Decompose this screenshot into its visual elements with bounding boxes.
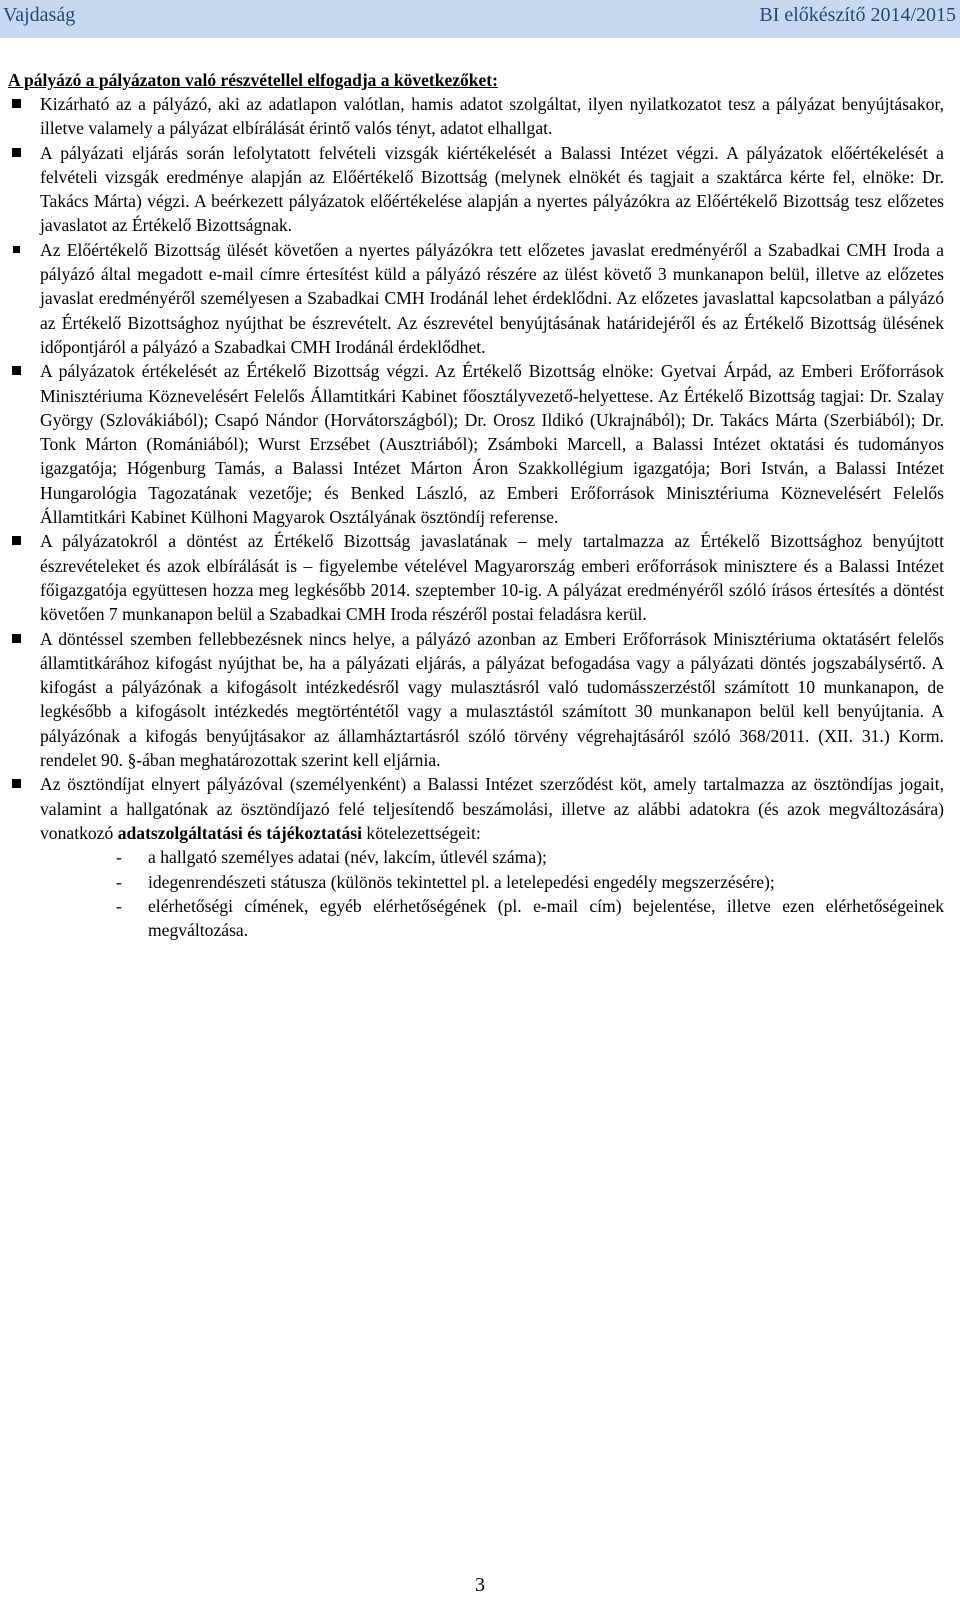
square-bullet-icon [12, 366, 21, 375]
list-item-text-after: kötelezettségeit: [362, 822, 481, 843]
header-program: BI előkészítő 2014/2015 [759, 4, 956, 26]
page-number: 3 [475, 1574, 485, 1596]
list-item [8, 141, 944, 238]
square-bullet-icon [13, 246, 20, 253]
list-item [8, 359, 944, 529]
list-item-text: A döntéssel szemben fellebbezésnek nincs helye, a pályázó azonban az Emberi Erőforrások Minisztériuma oktatásért felelős államtitkárához kifogást nyújthat be, ha a pályázati eljárás, a pályázat befogadása vagy a pályázati döntés jogszabálysértő. A kifogást a pályázónak a kifogásolt intézkedésről vagy mulasztásról való tudomásszerzéstől számított 10 munkanapon, de legkésőbb a kifogásolt intézkedés megtörténtétől vagy a mulasztástól számított 30 munkanapon belül kell benyújtania. A pályázónak a kifogás benyújtásakor az államháztartásról szóló törvény végrehajtásáról szóló 368/2011. (XII. 31.) Korm. rendelet 90. §-ában meghatározottak szerint kell eljárnia. [40, 628, 944, 771]
sub-list-item-text: a hallgató személyes adatai (név, lakcím, útlevél száma); [148, 847, 547, 868]
list-item-text-before: Az ösztöndíjat elnyert pályázóval (személyenként) a Balassi Intézet szerződést köt, amely tartalmazza az ösztöndíjas jogait, valamint a hallgatónak az ösztöndíjazó felé teljesítendő beszámolási, illetve az alábbi adatokra (és azok megváltozására) vonatkozó [40, 774, 944, 843]
list-item [8, 772, 944, 845]
list-item [8, 529, 944, 626]
dash-bullet: - [116, 871, 122, 892]
conditions-list [8, 92, 944, 942]
square-bullet-icon [12, 99, 21, 108]
dash-bullet: - [116, 847, 122, 868]
document-body [8, 68, 944, 942]
list-item-text: A pályázatok értékelését az Értékelő Bizottság végzi. Az Értékelő Bizottság elnöke: Gyetvai Árpád, az Emberi Erőforrások Minisztériuma Köznevelésért Felelős Államtitkári Kabinet főosztályvezető-helyettese. Az Értékelő Bizottság tagjai: Dr. Szalay György (Szlovákiából); Csapó Nándor (Horvátországból); Dr. Orosz Ildikó (Ukrajnából); Dr. Takács Márta (Szerbiából); Dr. Tonk Márton (Romániából); Wurst Erzsébet (Ausztriából); Zsámboki Marcell, a Balassi Intézet oktatási és tudományos igazgatója; Hógenburg Tamás, a Balassi Intézet Márton Áron Szakkollégium igazgatója; Bori István, a Balassi Intézet Hungarológia Tagozatának vezetője; és Benked László, az Emberi Erőforrások Minisztériuma Köznevelésért Felelős Államtitkári Kabinet Külhoni Magyarok Osztályának ösztöndíj referense. [40, 361, 944, 528]
sub-list-item [8, 894, 944, 943]
header-region: Vajdaság [3, 4, 76, 26]
square-bullet-icon [12, 634, 21, 643]
sub-list-item-text: idegenrendészeti státusza (különös tekintettel pl. a letelepedési engedély megszerzésére); [148, 871, 775, 892]
square-bullet-icon [12, 148, 21, 157]
list-item [8, 92, 944, 141]
list-item-text: Kizárható az a pályázó, aki az adatlapon valótlan, hamis adatot szolgáltat, ilyen nyilatkozatot tesz a pályázat benyújtásakor, illetve valamely a pályázat elbírálását érintő valós tényt, adatot elhallgat. [40, 94, 944, 139]
list-item [8, 238, 944, 359]
list-item-text: A pályázatokról a döntést az Értékelő Bizottság javaslatának – mely tartalmazza az Értékelő Bizottsághoz benyújtott észrevételeket és azok elbírálását is – figyelembe vételével Magyarország emberi erőforrások minisztere és a Balassi Intézet főigazgatója együttesen hozza meg legkésőbb 2014. szeptember 10-ig. A pályázat eredményéről szóló írásos értesítés a döntést követően 7 munkanapon belül a Szabadkai CMH Iroda részéről postai feladásra kerül. [40, 531, 944, 625]
dash-bullet: - [116, 895, 122, 916]
sub-list-item-text: elérhetőségi címének, egyéb elérhetőségének (pl. e-mail cím) bejelentése, illetve ezen elérhetőségeinek megváltozása. [148, 895, 944, 941]
list-item-bold-text: adatszolgáltatási és tájékoztatási [117, 822, 363, 843]
square-bullet-icon [12, 536, 21, 545]
page-header [0, 0, 960, 38]
section-heading: A pályázó a pályázaton való részvétellel elfogadja a következőket: [8, 70, 498, 90]
list-item-text: Az Előértékelő Bizottság ülését követően a nyertes pályázókra tett előzetes javaslat eredményéről a Szabadkai CMH Iroda a pályázó által megadott e-mail címre értesítést küld a pályázó részére az ülést követő 3 munkanapon belül, illetve az előzetes javaslat eredményéről személyesen a Szabadkai CMH Irodánál lehet érdeklődni. Az előzetes javaslattal kapcsolatban a pályázó az Értékelő Bizottsághoz nyújthat be észrevételt. Az észrevétel benyújtásának határidejéről és az Értékelő Bizottság ülésének időpontjáról a pályázó a Szabadkai CMH Irodánál érdeklődhet. [40, 239, 944, 357]
sub-list-item [8, 845, 944, 869]
sub-list-item [8, 870, 944, 894]
list-item [8, 627, 944, 773]
list-item-text: A pályázati eljárás során lefolytatott felvételi vizsgák kiértékelését a Balassi Intézet végzi. A pályázatok előértékelését a felvételi vizsgák eredménye alapján az Előértékelő Bizottság (melynek elnökét és tagjait a szaktárca kérte fel, elnöke: Dr. Takács Márta) végzi. A beérkezett pályázatok előértékelése alapján a nyertes pályázókra az Előértékelő Bizottság tesz előzetes javaslatot az Értékelő Bizottságnak. [40, 142, 944, 236]
square-bullet-icon [12, 779, 21, 788]
